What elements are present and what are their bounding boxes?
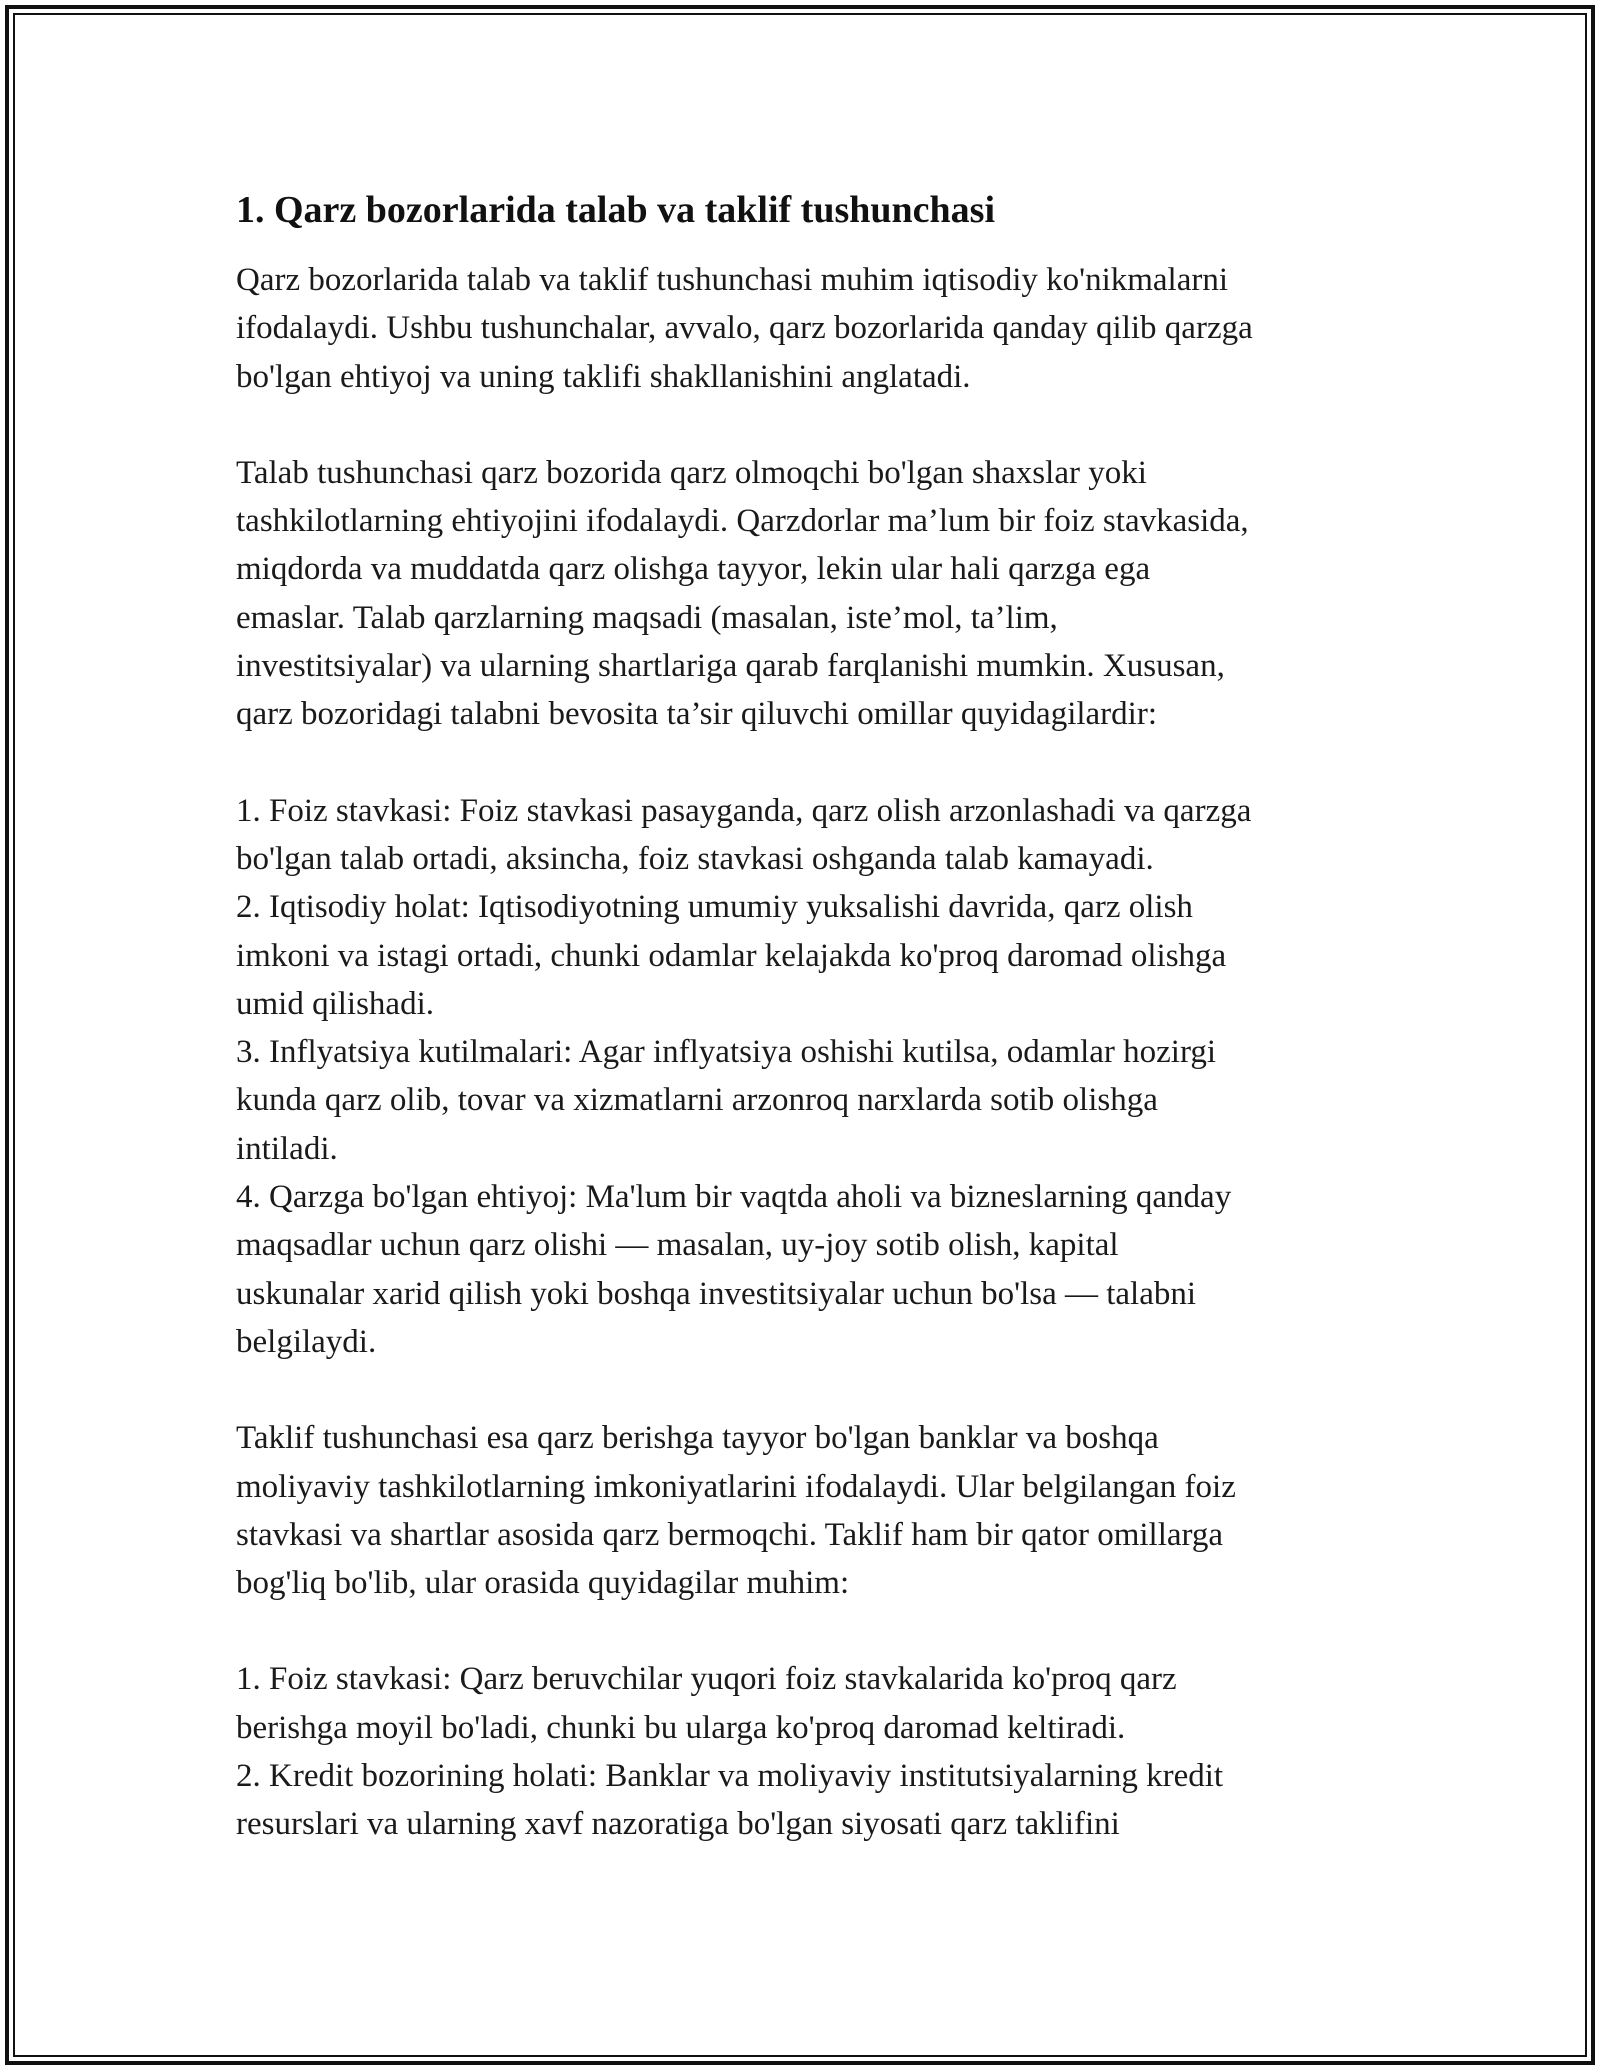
section-heading: 1. Qarz bozorlarida talab va taklif tushunchasi [236, 189, 995, 231]
paragraph-spacer [236, 1366, 1386, 1414]
list-demand-factors: 1. Foiz stavkasi: Foiz stavkasi pasayganda, qarz olish arzonlashadi va qarzga bo'lgan talab ortadi, aksincha, foiz stavkasi oshganda talab kamayadi. 2. Iqtisodiy holat: Iqtisodiyotning umumiy yuksalishi davrida, qarz olish imkoni va istagi ortadi, chunki odamlar kelajakda ko'proq daromad olishga umid qilishadi. 3. Inflyatsiya kutilmalari: Agar inflyatsiya oshishi kutilsa, odamlar hozirgi kunda qarz olib, tovar va xizmatlarni arzonroq narxlarda sotib olishga intiladi. 4. Qarzga bo'lgan ehtiyoj: Ma'lum bir vaqtda aholi va bizneslarning qanday maqsadlar uchun qarz olishi — masalan, uy-joy sotib olish, kapital uskunalar xarid qilish yoki boshqa investitsiyalar uchun bo'lsa — talabni belgilaydi. [236, 792, 1252, 1360]
paragraph-demand: Talab tushunchasi qarz bozorida qarz olmoqchi bo'lgan shaxslar yoki tashkilotlarning ehtiyojini ifodalaydi. Qarzdorlar ma’lum bir foiz stavkasida, miqdorda va muddatda qarz olishga tayyor, lekin ular hali qarzga ega emaslar. Talab qarzlarning maqsadi (masalan, iste’mol, ta’lim, investitsiyalar) va ularning shartlariga qarab farqlanishi mumkin. Xususan, qarz bozoridagi talabni bevosita ta’sir qiluvchi omillar quyidagilardir: [236, 454, 1249, 733]
list-supply-factors: 1. Foiz stavkasi: Qarz beruvchilar yuqori foiz stavkalarida ko'proq qarz berishga moyil bo'ladi, chunki bu ularga ko'proq daromad keltiradi. 2. Kredit bozorining holati: Banklar va moliyaviy institutsiyalarning kredit resurslari va ularning xavf nazoratiga bo'lgan siyosati qarz taklifini [236, 1661, 1224, 1843]
document-body [236, 186, 1386, 1849]
paragraph-supply: Taklif tushunchasi esa qarz berishga tayyor bo'lgan banklar va boshqa moliyaviy tashkilotlarning imkoniyatlarini ifodalaydi. Ular belgilangan foiz stavkasi va shartlar asosida qarz bermoqchi. Taklif ham bir qator omillarga bog'liq bo'lib, ular orasida quyidagilar muhim: [236, 1420, 1236, 1602]
paragraph-intro: Qarz bozorlarida talab va taklif tushunchasi muhim iqtisodiy ko'nikmalarni ifodalaydi. Ushbu tushunchalar, avvalo, qarz bozorlarida qanday qilib qarzga bo'lgan ehtiyoj va uning taklifi shakllanishini anglatadi. [236, 262, 1253, 395]
paragraph-spacer [236, 1607, 1386, 1655]
paragraph-spacer [236, 739, 1386, 787]
paragraph-spacer [236, 401, 1386, 449]
